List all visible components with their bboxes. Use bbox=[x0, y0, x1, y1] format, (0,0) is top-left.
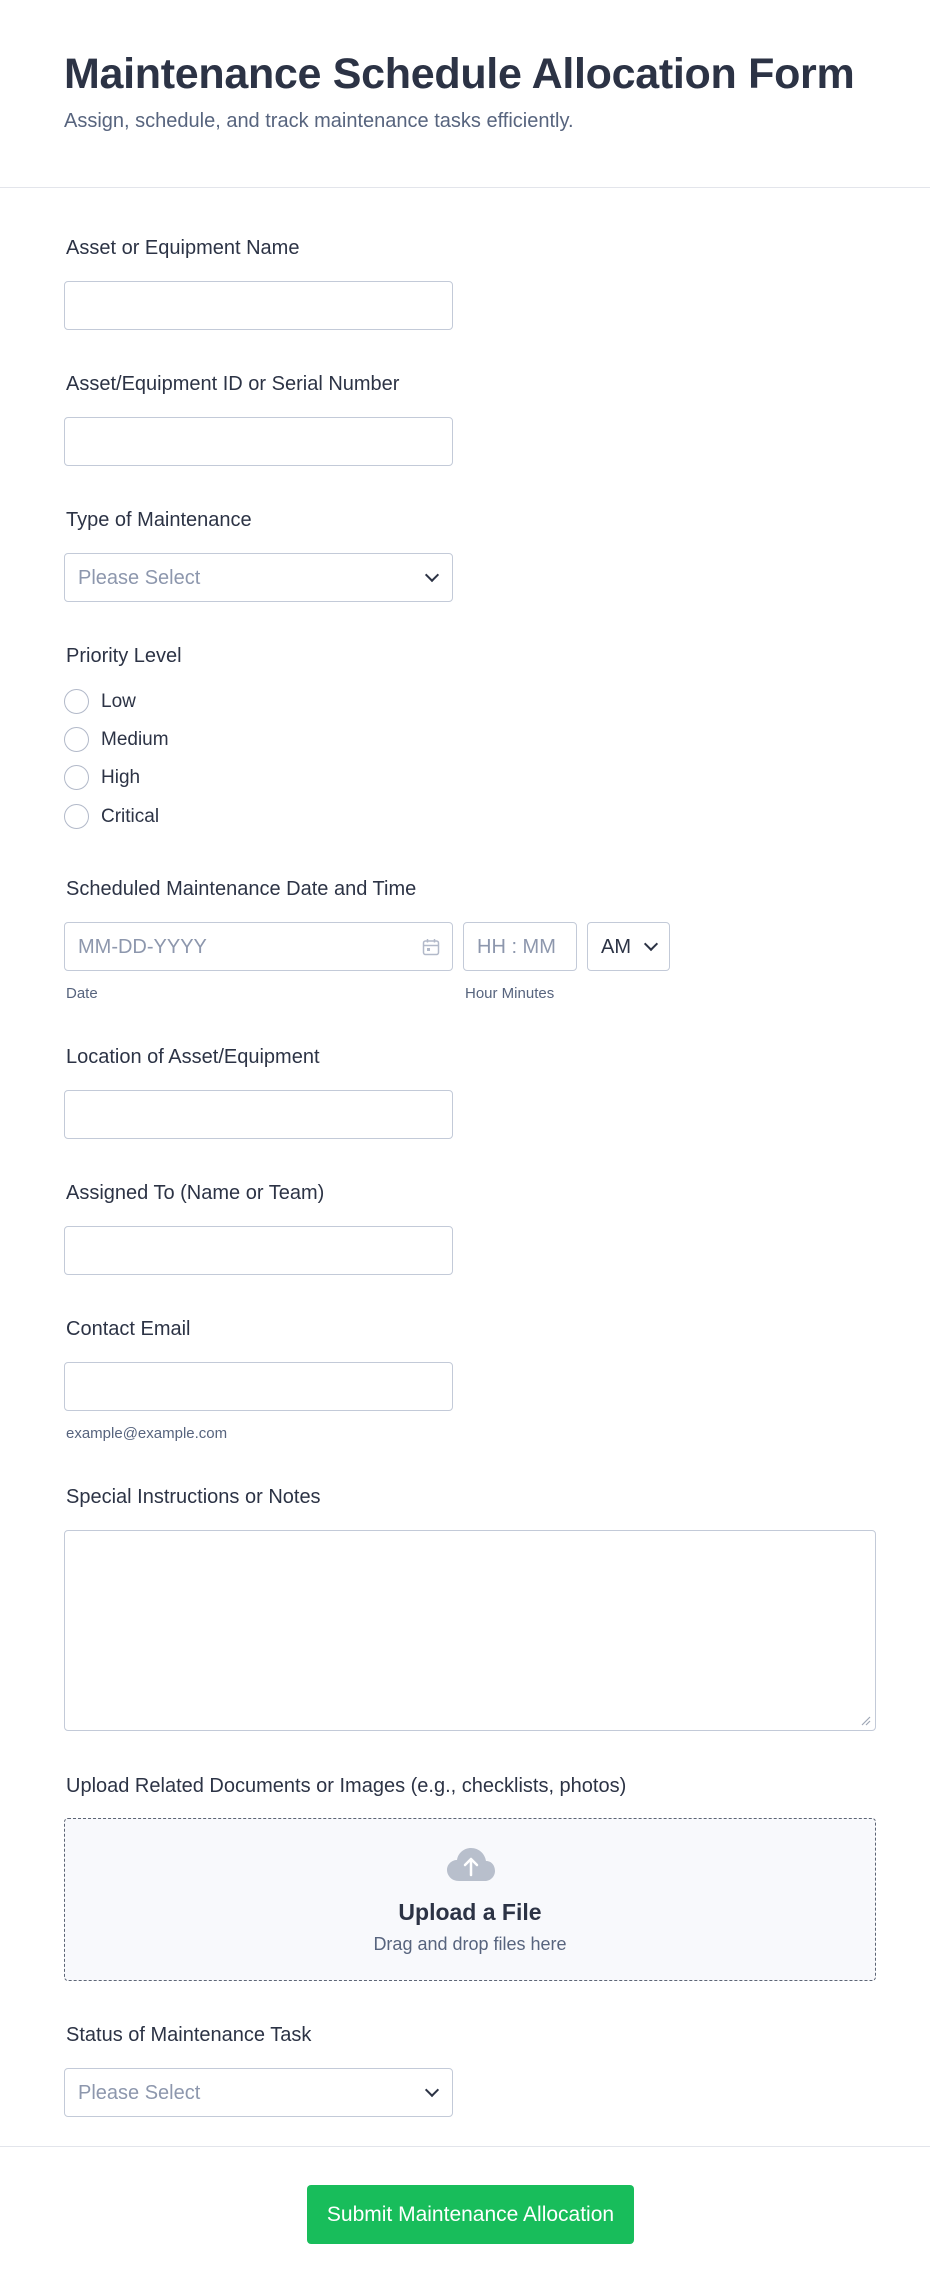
maintenance-type-label: Type of Maintenance bbox=[66, 509, 252, 531]
asset-name-input[interactable] bbox=[64, 281, 453, 330]
contact-email-input[interactable] bbox=[64, 1362, 453, 1411]
notes-label: Special Instructions or Notes bbox=[66, 1486, 321, 1508]
radio-circle[interactable] bbox=[64, 765, 89, 790]
form-subtitle: Assign, schedule, and track maintenance tasks efficiently. bbox=[64, 110, 574, 132]
maintenance-type-select[interactable] bbox=[64, 553, 453, 602]
priority-option-medium[interactable] bbox=[64, 725, 264, 755]
status-select[interactable] bbox=[64, 2068, 453, 2117]
status-placeholder: Please Select bbox=[78, 2082, 201, 2104]
contact-email-sublabel: example@example.com bbox=[66, 1425, 228, 1442]
time-placeholder: HH : MM bbox=[477, 936, 556, 958]
form-title: Maintenance Schedule Allocation Form bbox=[64, 50, 855, 98]
resize-grip-icon[interactable] bbox=[859, 1714, 871, 1726]
priority-option-high[interactable] bbox=[64, 763, 264, 793]
assigned-to-input[interactable] bbox=[64, 1226, 453, 1275]
chevron-down-icon bbox=[425, 568, 439, 582]
priority-option-label: Medium bbox=[101, 729, 169, 750]
calendar-icon[interactable] bbox=[422, 938, 440, 956]
radio-circle[interactable] bbox=[64, 804, 89, 829]
maintenance-type-placeholder: Please Select bbox=[78, 567, 201, 589]
priority-option-low[interactable] bbox=[64, 687, 264, 717]
assigned-to-label: Assigned To (Name or Team) bbox=[66, 1182, 325, 1204]
priority-option-critical[interactable] bbox=[64, 802, 264, 832]
radio-circle[interactable] bbox=[64, 727, 89, 752]
location-label: Location of Asset/Equipment bbox=[66, 1046, 320, 1068]
upload-label: Upload Related Documents or Images (e.g., checklists, photos) bbox=[66, 1775, 627, 1797]
status-label: Status of Maintenance Task bbox=[66, 2024, 312, 2046]
radio-circle[interactable] bbox=[64, 689, 89, 714]
asset-name-label: Asset or Equipment Name bbox=[66, 237, 300, 259]
date-sublabel: Date bbox=[66, 985, 98, 1002]
asset-id-input[interactable] bbox=[64, 417, 453, 466]
asset-id-label: Asset/Equipment ID or Serial Number bbox=[66, 373, 400, 395]
cloud-upload-icon bbox=[445, 1845, 497, 1885]
priority-option-label: Low bbox=[101, 691, 136, 712]
time-sublabel: Hour Minutes bbox=[465, 985, 555, 1002]
submit-button[interactable]: Submit Maintenance Allocation bbox=[307, 2185, 634, 2244]
file-upload-dropzone[interactable] bbox=[64, 1818, 876, 1981]
form-footer bbox=[0, 2146, 930, 2294]
location-input[interactable] bbox=[64, 1090, 453, 1139]
time-input[interactable] bbox=[463, 922, 577, 971]
ampm-value: AM bbox=[601, 936, 631, 958]
ampm-select[interactable] bbox=[587, 922, 670, 971]
chevron-down-icon bbox=[644, 937, 658, 951]
chevron-down-icon bbox=[425, 2083, 439, 2097]
priority-option-label: High bbox=[101, 767, 141, 788]
date-placeholder: MM-DD-YYYY bbox=[78, 936, 207, 958]
schedule-label: Scheduled Maintenance Date and Time bbox=[66, 878, 417, 900]
notes-textarea[interactable] bbox=[64, 1530, 876, 1731]
contact-email-label: Contact Email bbox=[66, 1318, 191, 1340]
priority-label: Priority Level bbox=[66, 645, 182, 667]
upload-title: Upload a File bbox=[398, 1899, 542, 1925]
form-header bbox=[0, 0, 930, 188]
priority-option-label: Critical bbox=[101, 806, 160, 827]
upload-subtitle: Drag and drop files here bbox=[373, 1934, 567, 1954]
date-input[interactable] bbox=[64, 922, 453, 971]
